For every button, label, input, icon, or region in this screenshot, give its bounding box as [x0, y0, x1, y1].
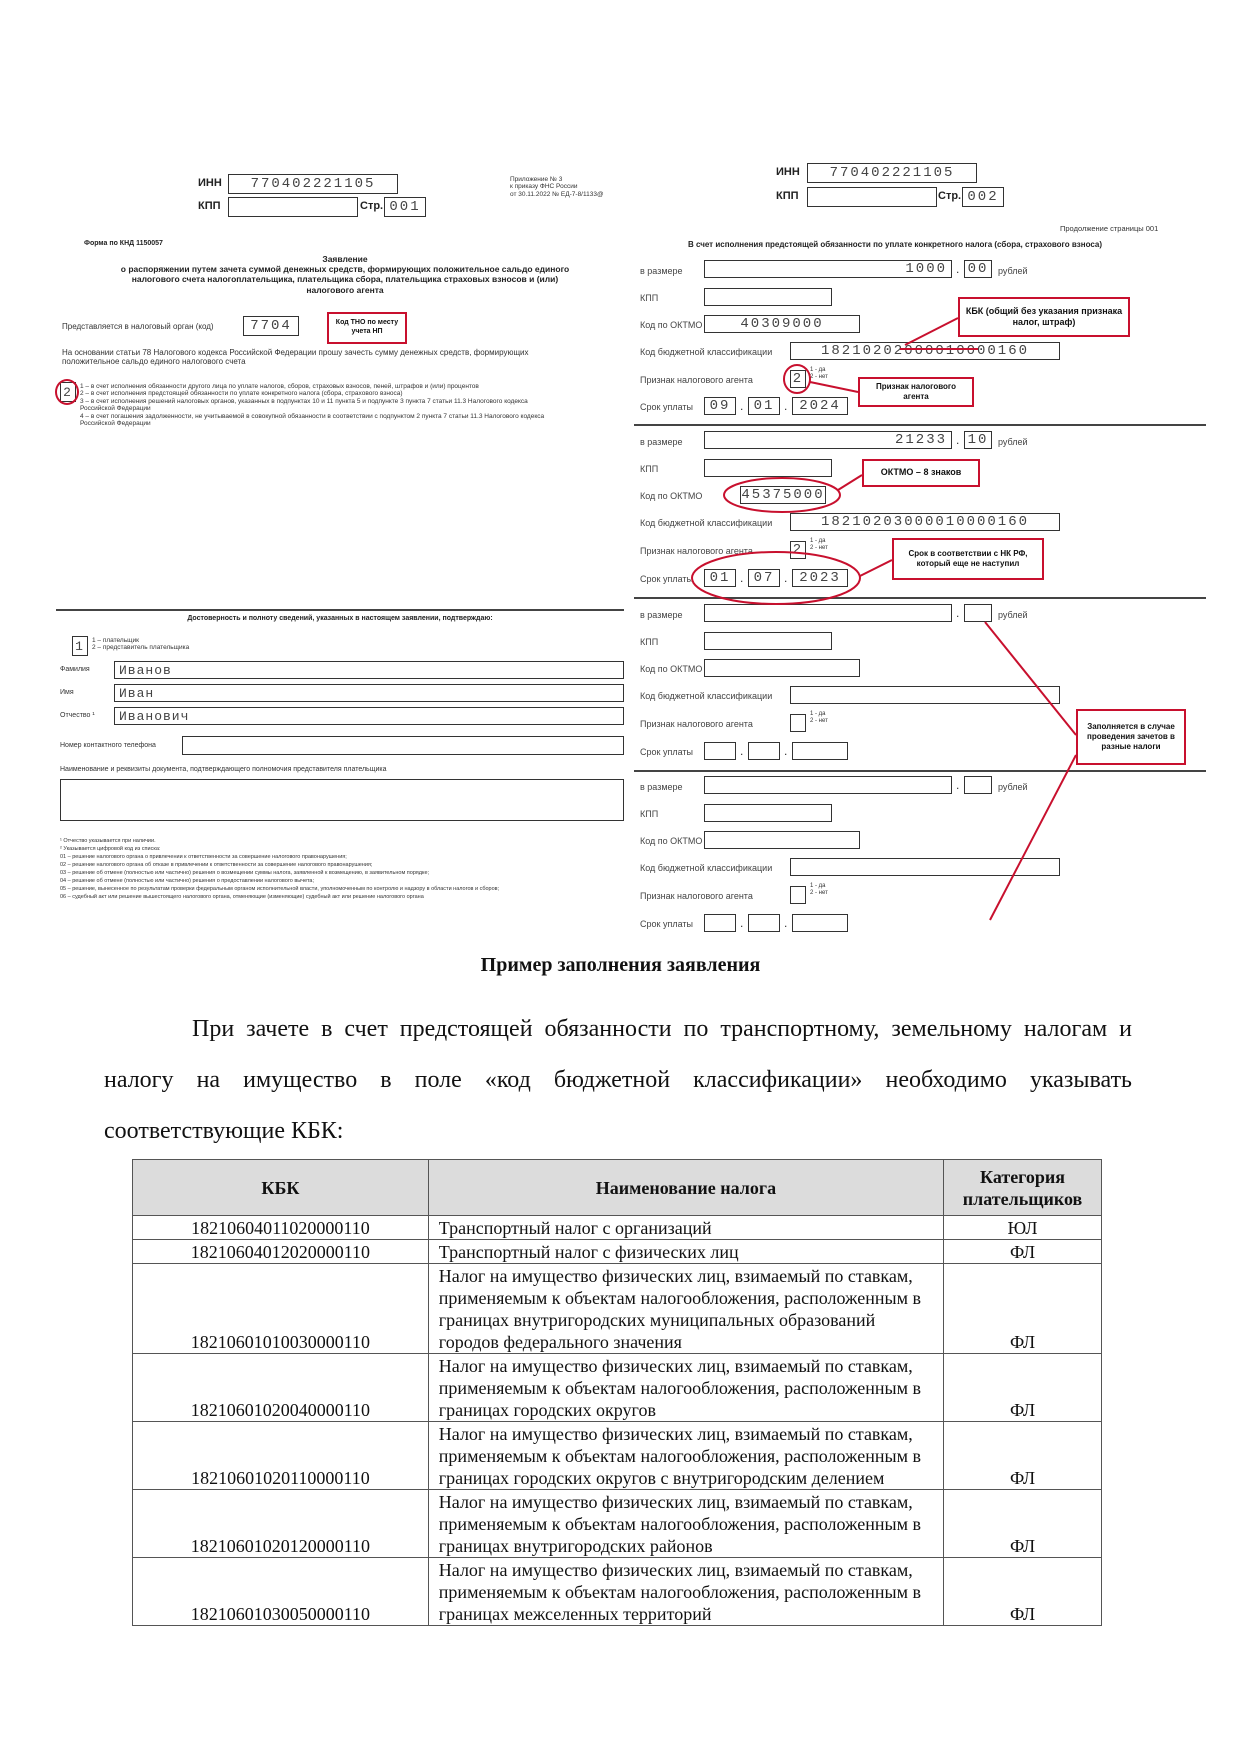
- page-label: Стр.: [360, 200, 384, 212]
- footnotes: ¹ Отчество указывается при наличии. ² Указывается цифровой код из списка: 01 – решение налогового органа о привлечении к ответственности за совершение налогового правонарушения; 02 – решение налогового органа об отказе в привлечении к ответственности за совершение налогового правонарушения; 03 – решение об отмене (полностью или частично) решения о возмещении суммы налога, заявленной к возмещению, в заявительном порядке; 04 – решение об отмене (полностью или частично) решения о предоставлении налогового вычета; 05 – решение, вынесенное по результатам проверки федеральным органом исполнительной власти, уполномоченным по контролю и надзору в области налогов и сборов; 06 – судебный акт или решение вышестоящего налогового органа, отменяющие (изменяющие) судебный акт или решение налогового органа: [60, 838, 500, 900]
- amount-rub-field-2[interactable]: 21233: [704, 431, 952, 449]
- annotation-oktmo: ОКТМО – 8 знаков: [862, 459, 980, 487]
- category-cell: ФЛ: [944, 1490, 1102, 1558]
- oktmo-label-1: Код по ОКТМО: [640, 320, 703, 330]
- kpp-label-3: КПП: [640, 637, 659, 647]
- kbk-cell: 18210601010030000110: [133, 1264, 429, 1354]
- yes-no-legend-2: 1 - да 2 - нет: [810, 538, 828, 551]
- inn-field-right[interactable]: 770402221105: [807, 163, 977, 183]
- agent-label-4: Признак налогового агента: [640, 891, 753, 901]
- options-list: 1 – в счет исполнения обязанности другого лица по уплате налогов, сборов, страховых взносов, пеней, штрафов и (или) процентов 2 – в счет исполнения предстоящей обязанности по уплате конкретного налога (сбора, страхового взноса) 3 – в счет исполнения решений налоговых органов, указанных в подпунктах 10 и 11 пункта 5 и подпункте 3 пункта 7 статьи 11.3 Налогового кодекса Российской Федерации 4 – в счет погашения задолженности, не учитываемой в совокупной обязанности в соответствии с подпунктом 2 пункта 7 статьи 11.3 Налогового кодекса Российской Федерации: [80, 383, 545, 428]
- signer-code-field[interactable]: 1: [72, 636, 88, 656]
- agent-circle: [784, 365, 810, 393]
- yes-no-legend-4: 1 - да 2 - нет: [810, 883, 828, 896]
- kbk-cell: 18210601020040000110: [133, 1354, 429, 1422]
- oktmo-field-2[interactable]: 45375000: [741, 487, 825, 503]
- amount-kop-field-2[interactable]: 10: [964, 431, 992, 449]
- amount-label-2: в размере: [640, 437, 683, 447]
- tax-name-cell: Налог на имущество физических лиц, взимаемый по ставкам, применяемым к объектам налогообложения, расположенным в границах внутригородских муниципальных образований городов федерального значения: [428, 1264, 943, 1354]
- table-row: [133, 1264, 1102, 1354]
- date-label-3: Срок уплаты: [640, 747, 693, 757]
- amount-rub-field-1[interactable]: 1000: [704, 260, 952, 278]
- date-label-2: Срок уплаты: [640, 574, 693, 584]
- tax-name-cell: Транспортный налог с физических лиц: [428, 1240, 943, 1264]
- day-field-1[interactable]: 09: [704, 397, 736, 415]
- oktmo-label-2: Код по ОКТМО: [640, 491, 703, 501]
- right-header: В счет исполнения предстоящей обязанности по уплате конкретного налога (сбора, страхового взноса): [687, 240, 1103, 249]
- amount-kop-field-1[interactable]: 00: [964, 260, 992, 278]
- table-header-row: [133, 1160, 1102, 1216]
- tax-name-cell: Транспортный налог с организаций: [428, 1216, 943, 1240]
- agent-field-1[interactable]: 2: [790, 370, 806, 388]
- body-paragraph: При зачете в счет предстоящей обязанности по транспортному, земельному налогам и налогу на имущество в поле «код бюджетной классификации» необходимо указывать соответствующие КБК:: [104, 1016, 1132, 1144]
- name-label: Имя: [60, 689, 74, 696]
- patronymic-label: Отчество ¹: [60, 712, 95, 719]
- table-row: [133, 1216, 1102, 1240]
- diff-pointer-up: [985, 622, 1076, 735]
- appendix-note: Приложение № 3 к приказу ФНС России от 30.11.2022 № ЕД-7-8/1133@: [510, 176, 604, 198]
- date-label-4: Срок уплаты: [640, 919, 693, 929]
- table-row: [133, 1490, 1102, 1558]
- kbk-label-3: Код бюджетной классификации: [640, 691, 773, 701]
- continuation-note: Продолжение страницы 001: [1060, 224, 1159, 233]
- oktmo-pointer: [838, 475, 862, 490]
- month-field-1[interactable]: 01: [748, 397, 780, 415]
- header-category: Категория плательщиков: [944, 1160, 1102, 1216]
- page-label-right: Стр.: [938, 190, 962, 202]
- form-title: Заявление о распоряжении путем зачета суммой денежных средств, формирующих положительное сальдо единого налогового счета налогоплательщика, плательщика сбора, плательщика страховых взносов и (или) налогового агента: [120, 254, 570, 295]
- table-row: [133, 1240, 1102, 1264]
- kbk-cell: 18210601020110000110: [133, 1422, 429, 1490]
- header-tax-name: Наименование налога: [428, 1160, 943, 1216]
- tax-name-cell: Налог на имущество физических лиц, взимаемый по ставкам, применяемым к объектам налогообложения, расположенным в границах межселенных территорий: [428, 1558, 943, 1626]
- kbk-label-2: Код бюджетной классификации: [640, 518, 773, 528]
- kbk-label-1: Код бюджетной классификации: [640, 347, 773, 357]
- year-field-1[interactable]: 2024: [792, 397, 848, 415]
- phone-label: Номер контактного телефона: [60, 742, 156, 749]
- category-cell: ФЛ: [944, 1558, 1102, 1626]
- oktmo-label-3: Код по ОКТМО: [640, 664, 703, 674]
- rub-label-4: рублей: [998, 782, 1028, 792]
- category-cell: ФЛ: [944, 1354, 1102, 1422]
- kpp-label-4: КПП: [640, 809, 659, 819]
- rub-label-2: рублей: [998, 437, 1028, 447]
- agent-label-1: Признак налогового агента: [640, 375, 753, 385]
- signer-options: 1 – плательщик 2 – представитель плательщика: [92, 637, 190, 652]
- kbk-cell: 18210604011020000110: [133, 1216, 429, 1240]
- kbk-pointer: [905, 318, 958, 345]
- kbk-label-4: Код бюджетной классификации: [640, 863, 773, 873]
- inn-field[interactable]: 770402221105: [228, 174, 398, 194]
- oktmo-label-4: Код по ОКТМО: [640, 836, 703, 846]
- kbk-field-1[interactable]: 18210202000010000160: [790, 342, 1060, 360]
- page-number-field-right[interactable]: 002: [962, 187, 1004, 207]
- agent-pointer: [810, 382, 858, 392]
- surname-field[interactable]: Иванов: [114, 661, 624, 679]
- kbk-table: [132, 1159, 1102, 1626]
- annotation-kbk: КБК (общий без указания признака налог, штраф): [958, 297, 1130, 337]
- kbk-cell: 18210601030050000110: [133, 1558, 429, 1626]
- tax-office-label: Представляется в налоговый орган (код): [62, 322, 214, 331]
- yes-no-legend-3: 1 - да 2 - нет: [810, 711, 828, 724]
- year-field-2[interactable]: 2023: [792, 569, 848, 587]
- amount-label-4: в размере: [640, 782, 683, 792]
- category-cell: ФЛ: [944, 1264, 1102, 1354]
- annotation-tax-office: Код ТНО по месту учета НП: [327, 312, 407, 344]
- figure-caption: Пример заполнения заявления: [480, 954, 761, 976]
- tax-name-cell: Налог на имущество физических лиц, взимаемый по ставкам, применяемым к объектам налогообложения, расположенным в границах городских округов: [428, 1354, 943, 1422]
- agent-label-3: Признак налогового агента: [640, 719, 753, 729]
- date-label-1: Срок уплаты: [640, 402, 693, 412]
- amount-label-3: в размере: [640, 610, 683, 620]
- oktmo-circle: [724, 478, 840, 512]
- amount-label-1: в размере: [640, 266, 683, 276]
- inn-label: ИНН: [198, 177, 222, 189]
- annotation-different-taxes: Заполняется в случае проведения зачетов в разные налоги: [1076, 709, 1186, 765]
- date-circle: [692, 552, 860, 604]
- basis-text: На основании статьи 78 Налогового кодекса Российской Федерации прошу зачесть сумму денежных средств, формирующих положительное сальдо единого налогового счета: [62, 348, 529, 367]
- table-row: [133, 1354, 1102, 1422]
- agent-field-2[interactable]: 2: [790, 541, 806, 559]
- kpp-label: КПП: [198, 200, 221, 212]
- oktmo-field-1[interactable]: 40309000: [704, 315, 860, 333]
- tax-name-cell: Налог на имущество физических лиц, взимаемый по ставкам, применяемым к объектам налогообложения, расположенным в границах городских округов с внутригородским делением: [428, 1422, 943, 1490]
- inn-label-right: ИНН: [776, 166, 800, 178]
- header-kbk: КБК: [133, 1160, 429, 1216]
- yes-no-legend-1: 1 - да 2 - нет: [810, 367, 828, 380]
- doc-label: Наименование и реквизиты документа, подтверждающего полномочия представителя плательщика: [60, 766, 387, 773]
- day-field-2[interactable]: 01: [704, 569, 736, 587]
- diff-pointer-down: [990, 755, 1076, 920]
- tax-office-code-field[interactable]: 7704: [243, 316, 299, 336]
- kpp-label-1: КПП: [640, 293, 659, 303]
- patronymic-field[interactable]: Иванович: [114, 707, 624, 725]
- surname-label: Фамилия: [60, 666, 90, 673]
- category-cell: ФЛ: [944, 1422, 1102, 1490]
- page-number-field[interactable]: 001: [384, 197, 426, 217]
- table-row: [133, 1558, 1102, 1626]
- month-field-2[interactable]: 07: [748, 569, 780, 587]
- form-code: Форма по КНД 1150057: [84, 240, 163, 247]
- rub-label-1: рублей: [998, 266, 1028, 276]
- kbk-cell: 18210601020120000110: [133, 1490, 429, 1558]
- table-row: [133, 1422, 1102, 1490]
- category-cell: ФЛ: [944, 1240, 1102, 1264]
- rub-label-3: рублей: [998, 610, 1028, 620]
- date-pointer: [860, 560, 892, 576]
- agent-label-2: Признак налогового агента: [640, 546, 753, 556]
- kbk-cell: 18210604012020000110: [133, 1240, 429, 1264]
- kpp-label-2: КПП: [640, 464, 659, 474]
- kbk-field-2[interactable]: 18210203000010000160: [790, 513, 1060, 531]
- annotation-date: Срок в соответствии с НК РФ, который еще не наступил: [892, 538, 1044, 580]
- confirm-header: Достоверность и полноту сведений, указанных в настоящем заявлении, подтверждаю:: [187, 615, 493, 622]
- option-code-field[interactable]: 2: [60, 382, 76, 402]
- tax-name-cell: Налог на имущество физических лиц, взимаемый по ставкам, применяемым к объектам налогообложения, расположенным в границах внутригородских районов: [428, 1490, 943, 1558]
- kpp-label-right: КПП: [776, 190, 799, 202]
- annotation-agent: Признак налогового агента: [858, 377, 974, 407]
- name-field[interactable]: Иван: [114, 684, 624, 702]
- category-cell: ЮЛ: [944, 1216, 1102, 1240]
